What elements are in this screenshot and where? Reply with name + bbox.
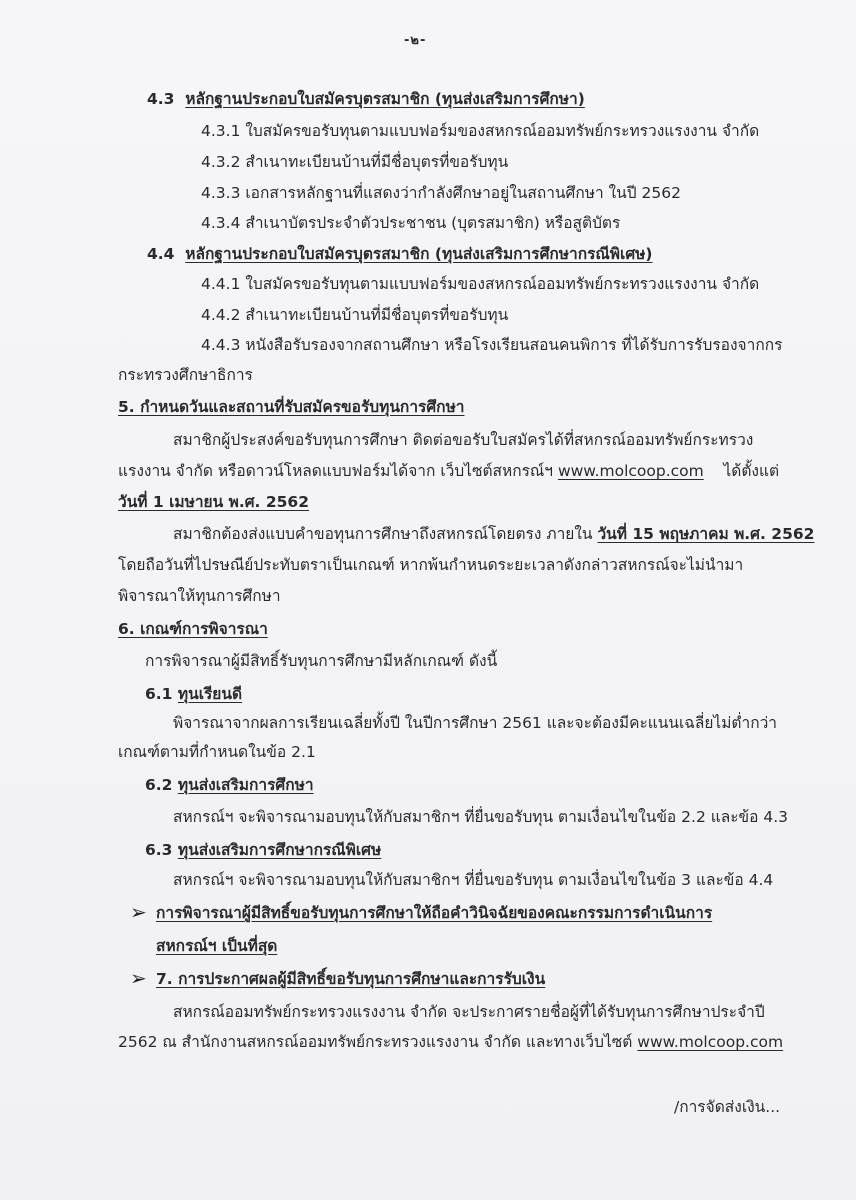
- application-deadline-date: วันที่ 15 พฤษภาคม พ.ศ. 2562: [597, 525, 815, 543]
- list-item: 4.3.2 สำเนาทะเบียนบ้านที่มีชื่อบุตรที่ขอรับทุน: [201, 153, 509, 171]
- paragraph-line: สมาชิกผู้ประสงค์ขอรับทุนการศึกษา ติดต่อขอรับใบสมัครได้ที่สหกรณ์ออมทรัพย์กระทรวง: [173, 431, 754, 449]
- subsection-6-1-heading: [145, 683, 242, 705]
- list-item: 4.4.2 สำเนาทะเบียนบ้านที่มีชื่อบุตรที่ขอรับทุน: [201, 306, 509, 324]
- section-title: ทุนเรียนดี: [177, 685, 243, 703]
- paragraph-line: โดยถือวันที่ไปรษณีย์ประทับตราเป็นเกณฑ์ หากพ้นกำหนดระยะเวลาดังกล่าวสหกรณ์จะไม่นำมา: [118, 556, 744, 574]
- section-7-heading: 7. การประกาศผลผู้มีสิทธิ์ขอรับทุนการศึกษาและการรับเงิน: [156, 970, 546, 988]
- final-ruling-line: การพิจารณาผู้มีสิทธิ์ขอรับทุนการศึกษาให้ถือคำวินิจฉัยของคณะกรรมการดำเนินการ: [156, 904, 713, 922]
- section-number: 4.4: [147, 245, 175, 263]
- list-item-continuation: กระทรวงศึกษาธิการ: [118, 366, 253, 384]
- application-start-date: วันที่ 1 เมษายน พ.ศ. 2562: [118, 493, 309, 511]
- arrow-bullet-icon: ➢: [130, 966, 147, 990]
- list-item: 4.3.4 สำเนาบัตรประจำตัวประชาชน (บุตรสมาชิก) หรือสูติบัตร: [201, 214, 621, 232]
- list-item: 4.4.1 ใบสมัครขอรับทุนตามแบบฟอร์มของสหกรณ์ออมทรัพย์กระทรวงแรงงาน จำกัด: [201, 275, 760, 293]
- section-title: ทุนส่งเสริมการศึกษา: [177, 776, 314, 794]
- list-item: 4.4.3 หนังสือรับรองจากสถานศึกษา หรือโรงเรียนสอนคนพิการ ที่ได้รับการรับรองจากกร: [201, 336, 783, 354]
- section-title: หลักฐานประกอบใบสมัครบุตรสมาชิก (ทุนส่งเสริมการศึกษากรณีพิเศษ): [185, 245, 653, 263]
- section-number: 6.3: [145, 841, 173, 859]
- section-number: 4.3: [147, 90, 175, 108]
- paragraph-line: [173, 523, 814, 545]
- paragraph-line: สหกรณ์ฯ จะพิจารณามอบทุนให้กับสมาชิกฯ ที่ยื่นขอรับทุน ตามเงื่อนไขในข้อ 3 และข้อ 4.4: [173, 871, 774, 889]
- paragraph-line: พิจารณาจากผลการเรียนเฉลี่ยทั้งปี ในปีการศึกษา 2561 และจะต้องมีคะแนนเฉลี่ยไม่ต่ำกว่า: [173, 714, 777, 732]
- website-link[interactable]: www.molcoop.com: [637, 1033, 784, 1051]
- section-5-heading: 5. กำหนดวันและสถานที่รับสมัครขอรับทุนการศึกษา: [118, 398, 465, 416]
- section-4-3-heading: [147, 88, 585, 110]
- paragraph-line: สหกรณ์ฯ จะพิจารณามอบทุนให้กับสมาชิกฯ ที่ยื่นขอรับทุน ตามเงื่อนไขในข้อ 2.2 และข้อ 4.3: [173, 808, 789, 826]
- final-ruling-line: สหกรณ์ฯ เป็นที่สุด: [156, 937, 278, 955]
- section-number: 6.2: [145, 776, 173, 794]
- section-4-4-heading: [147, 243, 652, 265]
- paragraph-line: [118, 1031, 783, 1053]
- paragraph-line: พิจารณาให้ทุนการศึกษา: [118, 587, 281, 605]
- paragraph-text: 2562 ณ สำนักงานสหกรณ์ออมทรัพย์กระทรวงแรงงาน จำกัด และทางเว็บไซต์: [118, 1033, 633, 1051]
- paragraph-text: ได้ตั้งแต่: [723, 462, 780, 480]
- arrow-bullet-icon: ➢: [130, 900, 147, 924]
- subsection-6-2-heading: [145, 774, 314, 796]
- page-number: -๒-: [404, 33, 427, 48]
- list-item: 4.3.3 เอกสารหลักฐานที่แสดงว่ากำลังศึกษาอยู่ในสถานศึกษา ในปี 2562: [201, 184, 681, 202]
- section-title: หลักฐานประกอบใบสมัครบุตรสมาชิก (ทุนส่งเสริมการศึกษา): [185, 90, 585, 108]
- paragraph-line: เกณฑ์ตามที่กำหนดในข้อ 2.1: [118, 743, 316, 761]
- paragraph-text: แรงงาน จำกัด หรือดาวน์โหลดแบบฟอร์มได้จาก เว็บไซต์สหกรณ์ฯ: [118, 462, 554, 480]
- paragraph-line: การพิจารณาผู้มีสิทธิ์รับทุนการศึกษามีหลักเกณฑ์ ดังนี้: [145, 652, 498, 670]
- website-link[interactable]: www.molcoop.com: [557, 462, 704, 480]
- list-item: 4.3.1 ใบสมัครขอรับทุนตามแบบฟอร์มของสหกรณ์ออมทรัพย์กระทรวงแรงงาน จำกัด: [201, 122, 760, 140]
- paragraph-line: สหกรณ์ออมทรัพย์กระทรวงแรงงาน จำกัด จะประกาศรายชื่อผู้ที่ได้รับทุนการศึกษาประจำปี: [173, 1003, 765, 1021]
- paragraph-text: สมาชิกต้องส่งแบบคำขอทุนการศึกษาถึงสหกรณ์โดยตรง ภายใน: [173, 525, 593, 543]
- section-6-heading: 6. เกณฑ์การพิจารณา: [118, 620, 268, 638]
- section-title: ทุนส่งเสริมการศึกษากรณีพิเศษ: [177, 841, 382, 859]
- subsection-6-3-heading: [145, 839, 381, 861]
- continued-marker: /การจัดส่งเงิน...: [674, 1098, 781, 1116]
- paragraph-line: [118, 460, 779, 482]
- section-number: 6.1: [145, 685, 173, 703]
